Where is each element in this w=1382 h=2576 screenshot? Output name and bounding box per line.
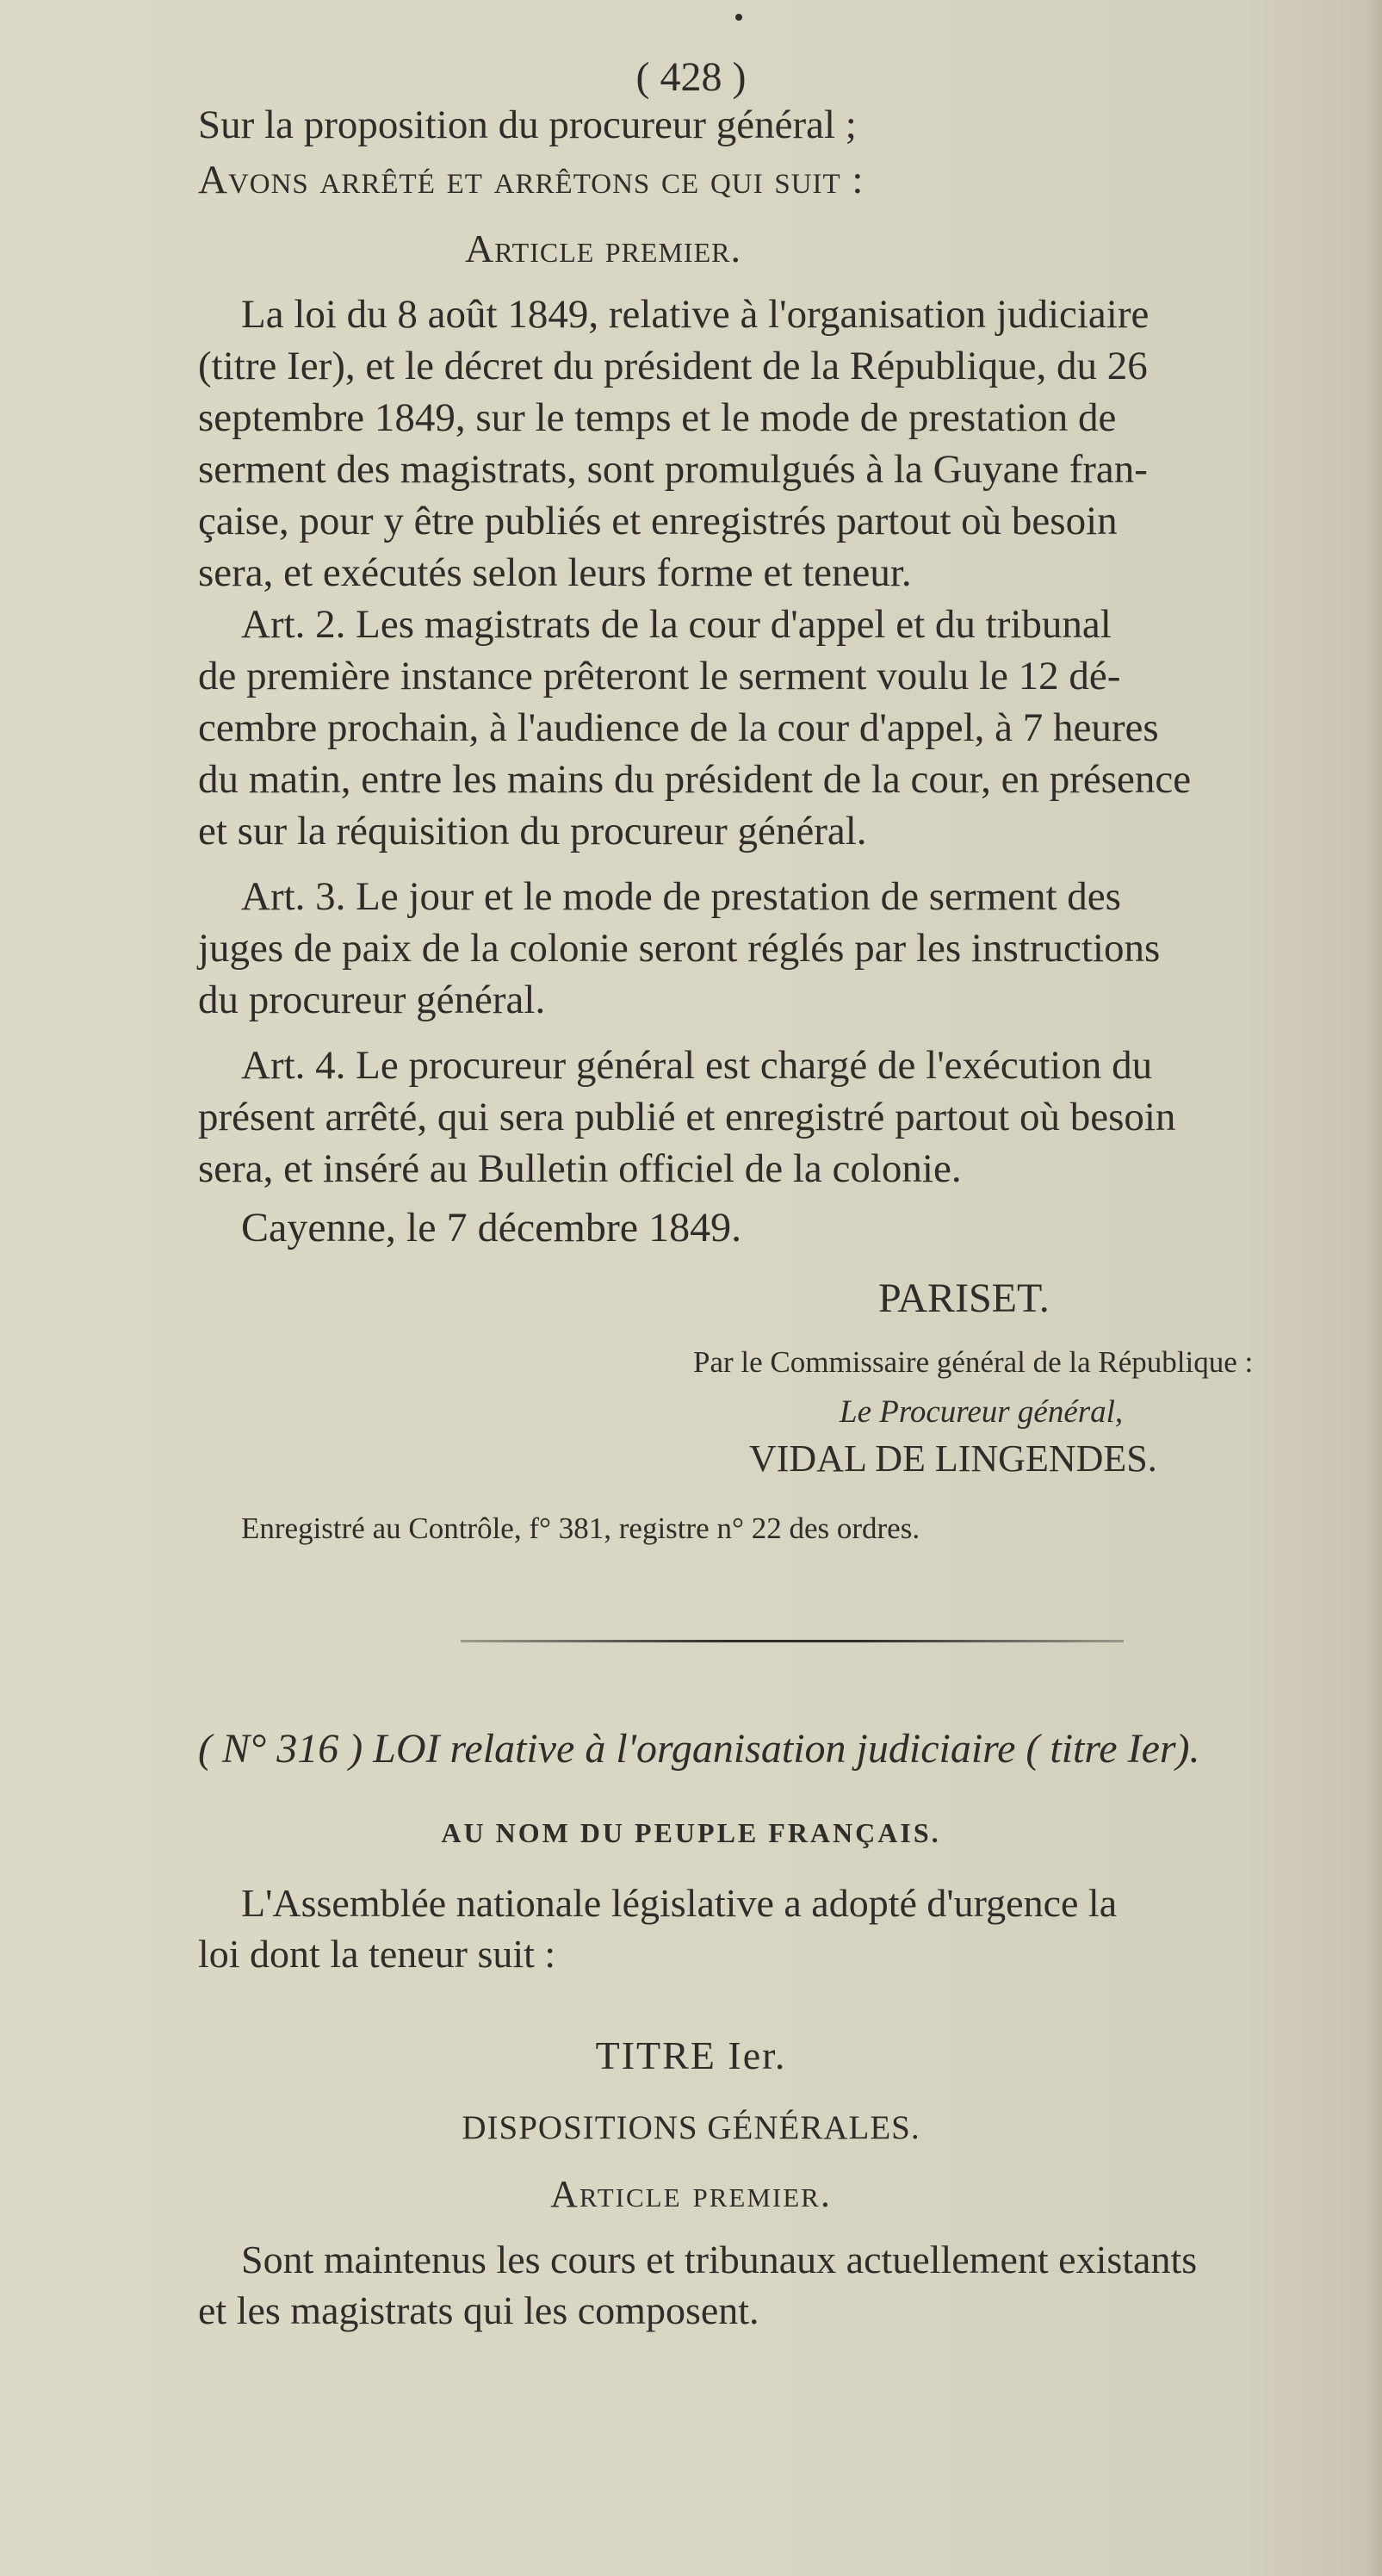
article1-line-3: septembre 1849, sur le temps et le mode de prestation de <box>198 395 1117 440</box>
article-premier-heading: Article premier. <box>465 227 741 270</box>
article2-line-2: de première instance prêteront le serment voulu le 12 dé- <box>198 654 1121 698</box>
article3-line-2: juges de paix de la colonie seront réglés par les instructions <box>198 926 1161 971</box>
article1-line-4: serment des magistrats, sont promulgués à la Guyane fran- <box>198 447 1148 492</box>
procureur-title: Le Procureur général, <box>840 1394 1124 1430</box>
assemblee-line-2: loi dont la teneur suit : <box>198 1932 556 1976</box>
article2-line-4: du matin, entre les mains du président de la cour, en présence <box>198 757 1192 802</box>
article1-line-2: (titre Ier), et le décret du président de la République, du 26 <box>198 344 1148 388</box>
article2-line-1: Art. 2. Les magistrats de la cour d'appel et du tribunal <box>241 602 1112 647</box>
article4-line-1: Art. 4. Le procureur général est chargé de l'exécution du <box>241 1043 1153 1088</box>
final-line-2: et les magistrats qui les composent. <box>198 2288 759 2332</box>
article2-line-5: et sur la réquisition du procureur général. <box>198 809 867 853</box>
date-line: Cayenne, le 7 décembre 1849. <box>241 1205 742 1251</box>
par-le-commissaire: Par le Commissaire général de la République : <box>693 1345 1254 1379</box>
assemblee-line-1: L'Assemblée nationale législative a adopté d'urgence la <box>241 1881 1118 1925</box>
article2-line-3: cembre prochain, à l'audience de la cour d'appel, à 7 heures <box>198 705 1159 750</box>
au-nom-heading: AU NOM DU PEUPLE FRANÇAIS. <box>441 1817 941 1848</box>
article4-line-3: sera, et inséré au Bulletin officiel de la colonie. <box>198 1146 962 1191</box>
article1-line-6: sera, et exécutés selon leurs forme et teneur. <box>198 550 912 595</box>
page-number: ( 428 ) <box>635 54 747 100</box>
article1-line-5: çaise, pour y être publiés et enregistrés partout où besoin <box>198 499 1118 543</box>
article-premier-heading-2: Article premier. <box>550 2173 832 2215</box>
loi-heading: ( N° 316 ) LOI relative à l'organisation judiciaire ( titre Ier). <box>198 1726 1200 1772</box>
titre-heading: TITRE Ier. <box>595 2033 787 2077</box>
article3-line-1: Art. 3. Le jour et le mode de prestation de serment des <box>241 874 1121 919</box>
final-line-1: Sont maintenus les cours et tribunaux actuellement existants <box>241 2238 1198 2281</box>
section-divider <box>461 1640 1124 1642</box>
article4-line-2: présent arrêté, qui sera publié et enregistré partout où besoin <box>198 1095 1176 1139</box>
article3-line-3: du procureur général. <box>198 978 546 1022</box>
intro-line-1: Sur la proposition du procureur général ; <box>198 102 857 147</box>
ink-dot <box>735 14 742 21</box>
dispositions-heading: DISPOSITIONS GÉNÉRALES. <box>462 2109 920 2146</box>
procureur-name: VIDAL DE LINGENDES. <box>749 1437 1157 1480</box>
enregistre-note: Enregistré au Contrôle, f° 381, registre n° 22 des ordres. <box>241 1511 920 1545</box>
intro-line-2: Avons arrêté et arrêtons ce qui suit : <box>198 158 865 202</box>
article1-line-1: La loi du 8 août 1849, relative à l'organisation judiciaire <box>241 292 1150 337</box>
signature-pariset: PARISET. <box>878 1276 1050 1321</box>
